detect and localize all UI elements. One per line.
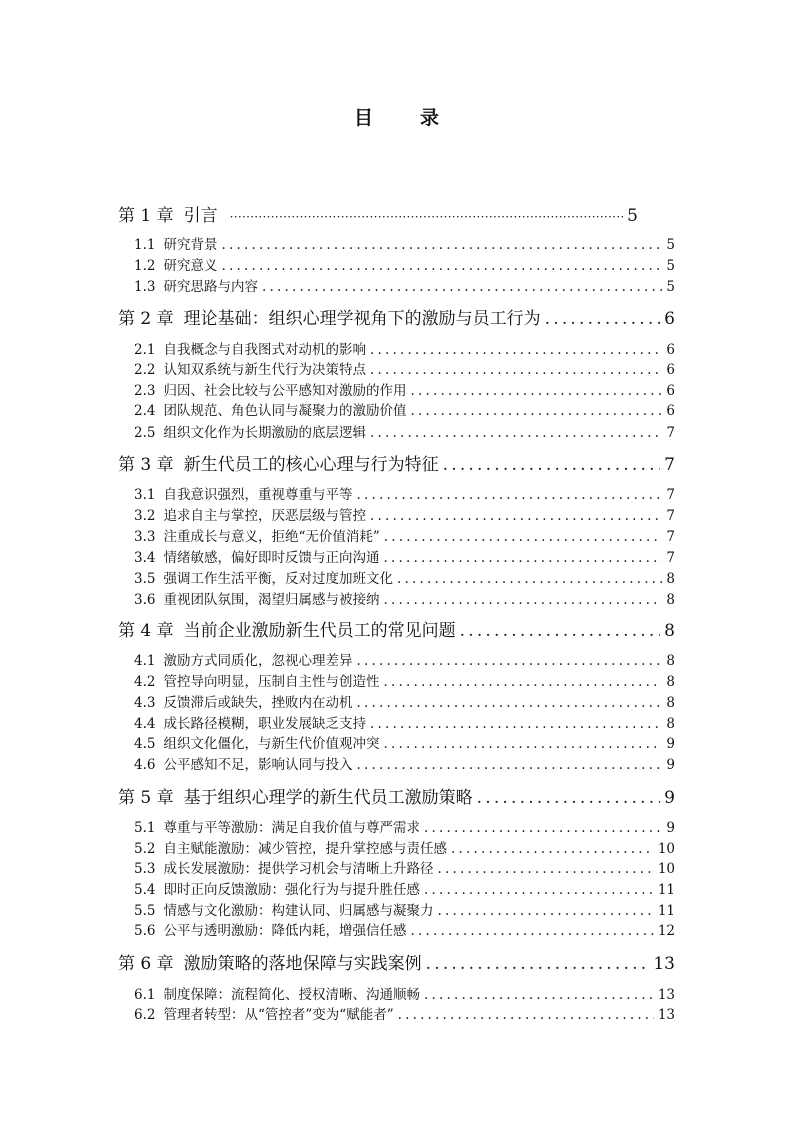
chapter-number: 第 3 章	[118, 455, 174, 475]
dot-leader	[410, 403, 662, 419]
toc-section-3-3[interactable]	[134, 525, 675, 545]
dot-leader	[370, 716, 662, 732]
section-number: 1.3	[134, 279, 156, 295]
page-number: 7	[666, 487, 675, 503]
toc-section-4-6[interactable]	[134, 753, 675, 773]
toc-section-3-1[interactable]	[134, 483, 675, 503]
dot-leader	[477, 788, 661, 808]
toc-section-3-2[interactable]	[134, 504, 675, 524]
section-number: 6.1	[134, 987, 156, 1003]
page-number: 6	[666, 403, 675, 419]
section-title: 管控导向明显，压制自主性与创造性	[163, 674, 380, 690]
toc-section-4-5[interactable]	[134, 732, 675, 752]
toc-section-5-4[interactable]	[134, 878, 675, 898]
section-number: 4.6	[134, 757, 156, 773]
page-number: 7	[666, 508, 675, 524]
section-number: 3.6	[134, 592, 156, 608]
section-title: 自我概念与自我图式对动机的影响	[163, 342, 366, 358]
section-number: 5.6	[134, 923, 156, 939]
chapter-number: 第 5 章	[118, 788, 174, 808]
section-title: 成长发展激励：提供学习机会与清晰上升路径	[163, 861, 434, 877]
section-number: 6.2	[134, 1007, 156, 1023]
dot-leader	[383, 736, 662, 752]
dot-leader	[437, 903, 653, 919]
section-title: 研究背景	[163, 237, 218, 253]
page-number: 10	[657, 861, 675, 877]
dot-leader	[437, 861, 653, 877]
toc-section-6-2[interactable]	[134, 1003, 675, 1023]
section-number: 1.1	[134, 237, 156, 253]
dot-leader	[384, 529, 663, 545]
section-title: 重视团队氛围，渴望归属感与被接纳	[163, 592, 380, 608]
section-number: 4.2	[134, 674, 156, 690]
section-number: 4.3	[134, 695, 156, 711]
page-number: 9	[666, 757, 675, 773]
dot-leader	[356, 757, 662, 773]
dot-leader	[356, 653, 662, 669]
toc-section-2-4[interactable]	[134, 399, 675, 419]
section-title: 团队规范、角色认同与凝聚力的激励价值	[163, 403, 407, 419]
dot-leader	[424, 820, 662, 836]
toc-section-1-1[interactable]	[134, 233, 675, 253]
dot-leader	[262, 279, 662, 295]
toc-chapter-4[interactable]	[118, 616, 675, 641]
dot-leader	[424, 882, 654, 898]
dot-leader	[545, 309, 661, 329]
dot-leader	[460, 621, 661, 641]
section-title: 成长路径模糊，职业发展缺乏支持	[163, 716, 366, 732]
dot-leader	[410, 923, 653, 939]
dot-leader	[370, 362, 662, 378]
section-number: 3.3	[134, 529, 156, 545]
page-number: 5	[627, 206, 638, 226]
dot-leader	[397, 571, 662, 587]
section-title: 情感与文化激励：构建认同、归属感与凝聚力	[163, 903, 434, 919]
page-number: 12	[657, 923, 675, 939]
toc-chapter-3[interactable]	[118, 450, 675, 475]
dot-leader	[370, 425, 662, 441]
dot-leader	[221, 258, 662, 274]
chapter-number: 第 2 章	[118, 309, 174, 329]
page-number: 7	[666, 425, 675, 441]
dot-leader	[221, 237, 662, 253]
toc-section-2-5[interactable]	[134, 421, 675, 441]
page-number: 11	[657, 903, 675, 919]
toc-section-4-4[interactable]	[134, 712, 675, 732]
page-number: 9	[664, 788, 675, 808]
page-number: 10	[657, 841, 675, 857]
page-number: 5	[666, 258, 675, 274]
section-number: 4.5	[134, 736, 156, 752]
page-number: 7	[666, 529, 675, 545]
section-number: 4.4	[134, 716, 156, 732]
page-number: 6	[666, 383, 675, 399]
toc-section-5-5[interactable]	[134, 899, 675, 919]
section-number: 2.5	[134, 425, 156, 441]
section-title: 情绪敏感，偏好即时反馈与正向沟通	[163, 550, 380, 566]
chapter-title: 基于组织心理学的新生代员工激励策略	[183, 788, 473, 808]
toc-section-3-5[interactable]	[134, 567, 675, 587]
toc-section-1-2[interactable]	[134, 254, 675, 274]
page-number: 8	[666, 695, 675, 711]
chapter-title: 理论基础：组织心理学视角下的激励与员工行为	[183, 309, 541, 329]
chapter-title: 引言	[183, 206, 218, 226]
section-title: 组织文化作为长期激励的底层逻辑	[163, 425, 366, 441]
chapter-number: 第 6 章	[118, 954, 174, 974]
dot-leader	[356, 487, 662, 503]
page-number: 8	[664, 621, 675, 641]
section-number: 3.5	[134, 571, 156, 587]
section-number: 5.5	[134, 903, 156, 919]
section-title: 反馈滞后或缺失，挫败内在动机	[163, 695, 353, 711]
toc-chapter-1[interactable]	[118, 201, 638, 226]
section-title: 组织文化僵化，与新生代价值观冲突	[163, 736, 380, 752]
section-number: 2.3	[134, 383, 156, 399]
page-number: 9	[666, 736, 675, 752]
section-number: 3.1	[134, 487, 156, 503]
dot-leader	[370, 342, 662, 358]
dot-leader	[398, 1007, 654, 1023]
toc-chapter-5[interactable]	[118, 783, 675, 808]
toc-chapter-2[interactable]	[118, 304, 675, 329]
page-number: 8	[666, 653, 675, 669]
page-title: 目 录	[353, 107, 453, 129]
section-title: 归因、社会比较与公平感知对激励的作用	[163, 383, 407, 399]
chapter-number: 第 4 章	[118, 621, 174, 641]
dot-leader	[443, 455, 661, 475]
toc-chapter-6[interactable]	[118, 949, 675, 974]
toc-section-5-1[interactable]	[134, 816, 675, 836]
dot-leader	[383, 550, 662, 566]
page-number: 13	[657, 987, 675, 1003]
dot-leader	[424, 987, 654, 1003]
page-number: 13	[653, 954, 675, 974]
section-title: 强调工作生活平衡，反对过度加班文化	[163, 571, 393, 587]
section-title: 公平与透明激励：降低内耗，增强信任感	[163, 923, 407, 939]
dot-leader	[383, 592, 662, 608]
section-title: 管理者转型：从“管控者”变为“赋能者”	[163, 1007, 394, 1023]
toc-section-3-6[interactable]	[134, 588, 675, 608]
toc-section-2-1[interactable]	[134, 338, 675, 358]
section-number: 5.1	[134, 820, 156, 836]
page-number: 6	[664, 309, 675, 329]
toc-section-4-1[interactable]	[134, 649, 675, 669]
section-title: 注重成长与意义，拒绝“无价值消耗”	[163, 529, 380, 545]
section-number: 1.2	[134, 258, 156, 274]
dot-leader	[410, 383, 662, 399]
page-number: 5	[666, 237, 675, 253]
section-number: 2.2	[134, 362, 156, 378]
page-number: 6	[666, 362, 675, 378]
dot-leader	[451, 841, 654, 857]
page-number: 9	[666, 820, 675, 836]
dot-leader	[230, 210, 626, 224]
dot-leader	[356, 695, 662, 711]
section-number: 2.4	[134, 403, 156, 419]
page-number: 13	[657, 1007, 675, 1023]
section-title: 即时正向反馈激励：强化行为与提升胜任感	[163, 882, 420, 898]
section-number: 5.4	[134, 882, 156, 898]
toc-section-5-3[interactable]	[134, 857, 675, 877]
section-title: 自主赋能激励：减少管控，提升掌控感与责任感	[163, 841, 447, 857]
page-number: 8	[666, 571, 675, 587]
toc-section-5-6[interactable]	[134, 919, 675, 939]
dot-leader	[383, 674, 662, 690]
page-number: 11	[657, 882, 675, 898]
section-title: 激励方式同质化，忽视心理差异	[163, 653, 353, 669]
toc-section-2-3[interactable]	[134, 379, 675, 399]
page-number: 8	[666, 674, 675, 690]
toc-section-1-3[interactable]	[134, 275, 675, 295]
toc-section-5-2[interactable]	[134, 837, 675, 857]
section-number: 2.1	[134, 342, 156, 358]
toc-section-4-3[interactable]	[134, 691, 675, 711]
section-title: 认知双系统与新生代行为决策特点	[163, 362, 366, 378]
section-number: 4.1	[134, 653, 156, 669]
section-title: 追求自主与掌控，厌恶层级与管控	[163, 508, 366, 524]
section-number: 5.3	[134, 861, 156, 877]
page-number: 8	[666, 716, 675, 732]
section-number: 3.4	[134, 550, 156, 566]
page-number: 6	[666, 342, 675, 358]
section-title: 研究意义	[163, 258, 218, 274]
dot-leader	[370, 508, 662, 524]
section-title: 公平感知不足，影响认同与投入	[163, 757, 353, 773]
dot-leader	[426, 954, 650, 974]
page-number: 7	[664, 455, 675, 475]
section-title: 尊重与平等激励：满足自我价值与尊严需求	[163, 820, 420, 836]
page-number: 8	[666, 592, 675, 608]
page-number: 7	[666, 550, 675, 566]
chapter-number: 第 1 章	[118, 206, 174, 226]
page-number: 5	[666, 279, 675, 295]
section-number: 5.2	[134, 841, 156, 857]
chapter-title: 新生代员工的核心心理与行为特征	[183, 455, 439, 475]
section-title: 自我意识强烈，重视尊重与平等	[163, 487, 353, 503]
toc-section-3-4[interactable]	[134, 546, 675, 566]
chapter-title: 当前企业激励新生代员工的常见问题	[183, 621, 456, 641]
toc-section-4-2[interactable]	[134, 670, 675, 690]
toc-section-6-1[interactable]	[134, 983, 675, 1003]
section-title: 制度保障：流程简化、授权清晰、沟通顺畅	[163, 987, 420, 1003]
section-title: 研究思路与内容	[163, 279, 258, 295]
chapter-title: 激励策略的落地保障与实践案例	[183, 954, 422, 974]
section-number: 3.2	[134, 508, 156, 524]
toc-section-2-2[interactable]	[134, 358, 675, 378]
